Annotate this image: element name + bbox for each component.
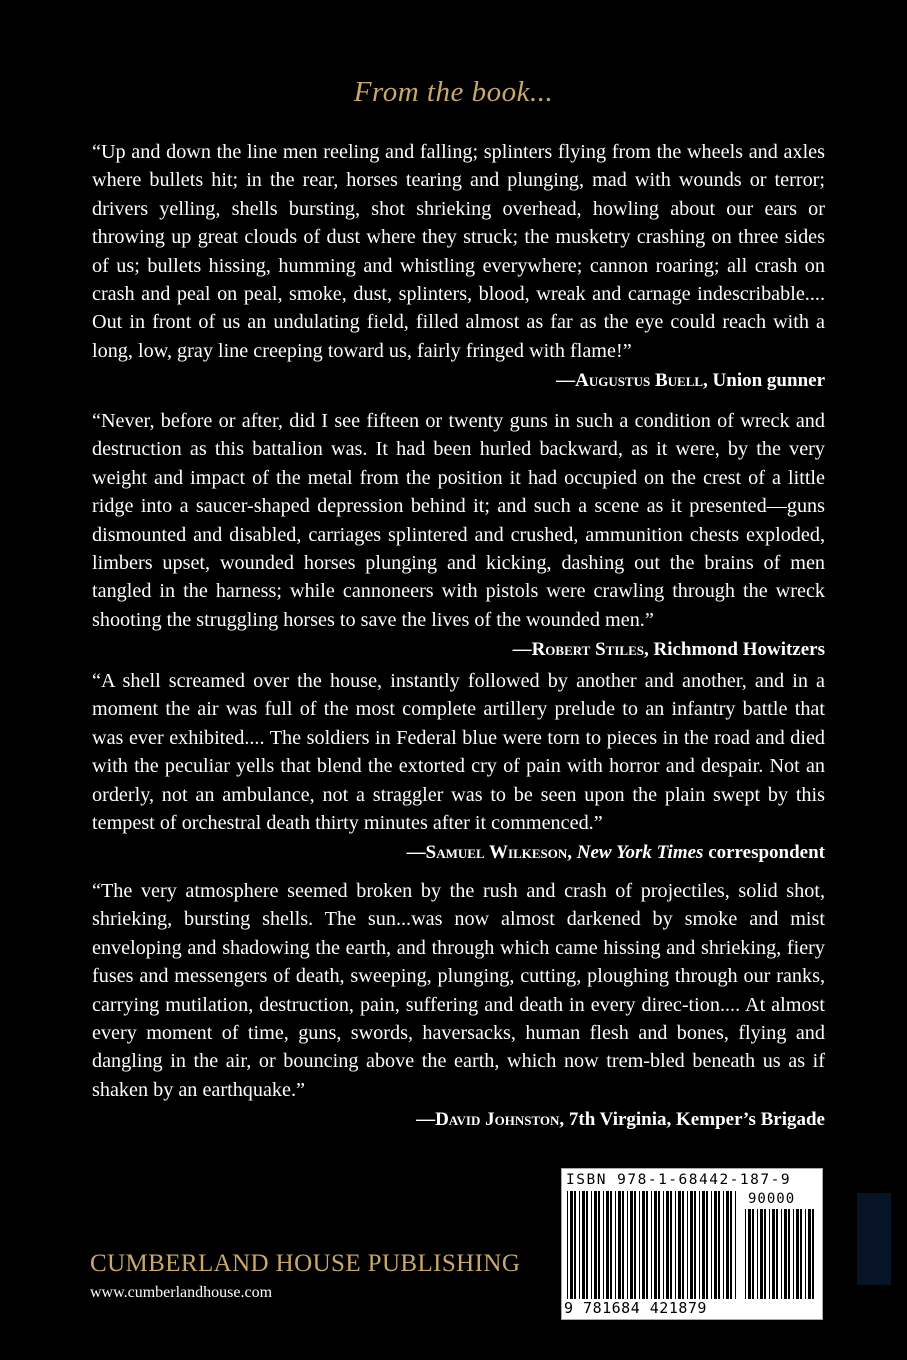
publisher-name: CUMBERLAND HOUSE PUBLISHING bbox=[90, 1250, 521, 1277]
barcode-bar bbox=[651, 1191, 652, 1299]
barcode-bar bbox=[687, 1191, 688, 1299]
barcode-bar bbox=[682, 1191, 684, 1299]
barcode-bar bbox=[714, 1191, 717, 1299]
quote-text: “A shell screamed over the house, instantly followed by another and another, and in a moment the air was full of the most complete artillery prelude to an infantry battle that was ever exhibited.... The soldiers in Federal blue were torn to pieces in the road and died with the peculiar yells that blend the extorted cry of pain with horror and despair. Not an orderly, not an ambulance, not a straggler was to be seen upon the plain swept by this tempest of orchestral death thirty minutes after it commenced.” bbox=[92, 670, 825, 835]
attribution-name: Robert Stiles bbox=[531, 639, 644, 661]
barcode-bar bbox=[764, 1209, 766, 1299]
quote-text: “Never, before or after, did I see fifteen or twenty guns in such a condition of wreck and destruction as this battalion was. It had been hurled backward, as it were, by the very weight and impact of the metal from the position it had occupied on the crest of a little ridge into a saucer-shaped depression behind it; and such a scene as it presented—guns dismounted and disabled, carriages splintered and crushed, ammunition chests exploded, limbers upset, wounded horses plunging and kicking, dashing out the brains of men tangled in the harness; while cannoneers with pistols were crawling through the wreck shooting the struggling horses to save the lives of the wounded men.” bbox=[92, 410, 825, 631]
addon-barcode-bars bbox=[745, 1209, 817, 1299]
isbn-barcode bbox=[561, 1168, 823, 1320]
barcode-bar bbox=[745, 1209, 746, 1299]
barcode-bar bbox=[606, 1191, 609, 1299]
attribution-dash: — bbox=[406, 842, 426, 864]
barcode-bar bbox=[694, 1191, 696, 1299]
price-code: 90000 bbox=[748, 1191, 796, 1207]
barcode-bar bbox=[622, 1191, 624, 1299]
quote-text: “The very atmosphere seemed broken by the rush and crash of projectiles, solid shot, shrieking, bursting shells. The sun...was now almost darkened by smoke and mist enveloping and shadowing the earth, and through which came hissing and shrieking, fiery fuses and messengers of death, sweeping, plunging, cutting, ploughing through our ranks, carrying mutilation, destruction, pain, suffering and death in every direc-tion.... At almost every moment of time, guns, swords, haversacks, human flesh and bones, flying and dangling in the air, or bouncing above the earth, which now trem-bled beneath us as if shaken by an earthquake.” bbox=[92, 880, 825, 1101]
barcode-bar bbox=[610, 1191, 612, 1299]
attribution-role: , Union gunner bbox=[703, 370, 825, 392]
quote-block bbox=[92, 667, 825, 867]
edge-color-mark bbox=[857, 1193, 891, 1285]
barcode-bar bbox=[800, 1209, 802, 1299]
barcode-bar bbox=[646, 1191, 648, 1299]
barcode-bar bbox=[726, 1191, 729, 1299]
barcode-bar bbox=[586, 1191, 588, 1299]
barcode-bar bbox=[663, 1191, 664, 1299]
barcode-bar bbox=[796, 1209, 799, 1299]
barcode-bar bbox=[603, 1191, 604, 1299]
ean-digits: 9 781684 421879 bbox=[564, 1299, 707, 1317]
quote-block bbox=[92, 407, 825, 664]
barcode-bar bbox=[784, 1209, 787, 1299]
attribution-dash: — bbox=[512, 639, 532, 661]
attribution-dash: — bbox=[416, 1109, 436, 1131]
attribution-role: correspondent bbox=[703, 842, 825, 864]
barcode-bar bbox=[769, 1209, 770, 1299]
barcode-bar bbox=[582, 1191, 585, 1299]
barcode-bar bbox=[630, 1191, 633, 1299]
barcode-bar bbox=[706, 1191, 708, 1299]
barcode-bar bbox=[618, 1191, 621, 1299]
barcode-bar bbox=[642, 1191, 645, 1299]
barcode-bar bbox=[574, 1191, 576, 1299]
barcode-bar bbox=[570, 1191, 573, 1299]
barcode-bar bbox=[808, 1209, 811, 1299]
barcode-bar bbox=[776, 1209, 778, 1299]
section-heading: From the book... bbox=[353, 76, 554, 108]
barcode-bar bbox=[788, 1209, 790, 1299]
barcode-bar bbox=[718, 1191, 720, 1299]
barcode-bar bbox=[670, 1191, 672, 1299]
barcode-bar bbox=[793, 1209, 794, 1299]
barcode-bar bbox=[678, 1191, 681, 1299]
barcode-bar bbox=[615, 1191, 616, 1299]
barcode-bar bbox=[579, 1191, 580, 1299]
barcode-bar bbox=[723, 1191, 724, 1299]
barcode-bar bbox=[567, 1191, 568, 1299]
quote-block bbox=[92, 877, 825, 1134]
barcode-bar bbox=[711, 1191, 712, 1299]
barcode-bar bbox=[594, 1191, 597, 1299]
quote-attribution bbox=[92, 636, 825, 664]
barcode-bar bbox=[658, 1191, 660, 1299]
quote-attribution bbox=[92, 367, 825, 395]
attribution-name: David Johnston bbox=[435, 1109, 560, 1131]
barcode-bar bbox=[735, 1191, 736, 1299]
quote-attribution: —Samuel Wilkeson, New York Times correspondent bbox=[406, 842, 825, 864]
barcode-bar bbox=[757, 1209, 758, 1299]
barcode-bar bbox=[748, 1209, 751, 1299]
attribution-dash: — bbox=[556, 370, 576, 392]
quote-attribution bbox=[92, 1106, 825, 1134]
publisher-url: www.cumberlandhouse.com bbox=[90, 1284, 273, 1301]
attribution-name: Samuel Wilkeson bbox=[425, 842, 568, 864]
barcode-bar bbox=[760, 1209, 763, 1299]
barcode-bar bbox=[699, 1191, 700, 1299]
barcode-bar bbox=[730, 1191, 732, 1299]
barcode-bar bbox=[666, 1191, 669, 1299]
barcode-bar bbox=[598, 1191, 600, 1299]
barcode-bar bbox=[781, 1209, 782, 1299]
ean-barcode-bars bbox=[567, 1191, 741, 1299]
barcode-bar bbox=[690, 1191, 693, 1299]
quote-block bbox=[92, 138, 825, 395]
attribution-role: , Richmond Howitzers bbox=[643, 639, 825, 661]
barcode-bar bbox=[675, 1191, 676, 1299]
barcode-bar bbox=[805, 1209, 806, 1299]
attribution-role: , 7th Virginia, Kemper’s Brigade bbox=[559, 1109, 825, 1131]
barcode-bar bbox=[654, 1191, 657, 1299]
attribution-publication: New York Times bbox=[576, 842, 704, 864]
barcode-bar bbox=[702, 1191, 705, 1299]
barcode-bar bbox=[812, 1209, 814, 1299]
barcode-bar bbox=[634, 1191, 636, 1299]
barcode-bar bbox=[772, 1209, 775, 1299]
attribution-name: Augustus Buell bbox=[575, 370, 704, 392]
isbn-label: ISBN 978-1-68442-187-9 bbox=[566, 1172, 792, 1188]
quote-text: “Up and down the line men reeling and falling; splinters flying from the wheels and axles where bullets hit; in the rear, horses tearing and plunging, mad with wounds or terror; drivers yelling, shells bursting, shot shrieking overhead, howling about our ears or throwing up great clouds of dust where they struck; the musketry crashing on three sides of us; bullets hissing, humming and whistling everywhere; cannon roaring; all crash on crash and peal on peal, smoke, dust, splinters, blood, wreak and carnage indescribable.... Out in front of us an undulating field, filled almost as far as the eye could reach with a long, low, gray line creeping toward us, fairly fringed with flame!” bbox=[92, 141, 825, 362]
barcode-bar bbox=[627, 1191, 628, 1299]
barcode-bar bbox=[639, 1191, 640, 1299]
barcode-bar bbox=[752, 1209, 754, 1299]
barcode-bar bbox=[591, 1191, 592, 1299]
